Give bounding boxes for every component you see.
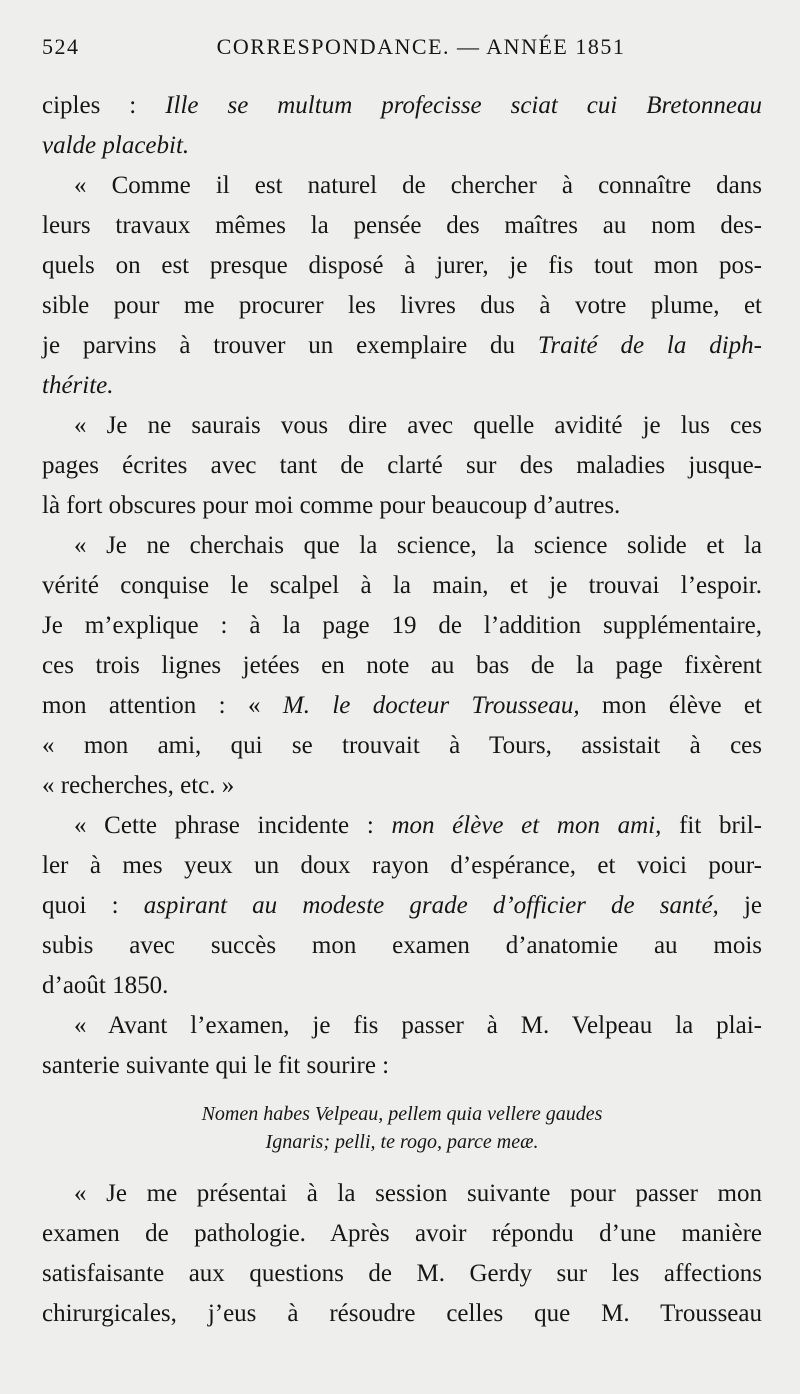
verse-line: Nomen habes Velpeau, pellem quia vellere gaudes [201, 1103, 603, 1125]
running-header [42, 34, 760, 68]
text-line [42, 686, 762, 726]
italic-segment: Ille se multum profecisse sciat cui Bretonneau [165, 92, 762, 119]
italic-segment: aspirant au modeste grade d’officier de santé, [143, 892, 719, 919]
text-segment: ces trois lignes jetées en note au bas de la page fixèrent [42, 652, 762, 679]
text-segment: d’août 1850. [42, 972, 169, 999]
body-text [42, 86, 762, 1334]
text-line [42, 1254, 762, 1294]
text-line [42, 166, 762, 206]
text-segment: ciples : [42, 92, 166, 119]
paragraph [42, 86, 762, 166]
text-line [42, 246, 762, 286]
italic-segment: M. le docteur Trousseau, [282, 692, 580, 719]
paragraph [42, 166, 762, 406]
text-segment: fit bril- [661, 812, 762, 839]
text-segment: « Cette phrase incidente : [74, 812, 392, 839]
text-segment: examen de pathologie. Après avoir répondu d’une manière [42, 1220, 762, 1247]
text-line [42, 1174, 762, 1214]
italic-segment: thérite. [42, 372, 114, 399]
text-line [42, 1294, 762, 1334]
text-segment: quels on est presque disposé à jurer, je fis tout mon pos- [42, 252, 762, 279]
paragraph [42, 1174, 762, 1334]
italic-segment: mon élève et mon ami, [391, 812, 662, 839]
text-segment: mon élève et [579, 692, 762, 719]
text-line [42, 486, 762, 526]
paragraph [42, 1006, 762, 1086]
text-line [42, 326, 762, 366]
italic-segment: valde placebit. [42, 132, 190, 159]
text-line [42, 926, 762, 966]
text-line [42, 526, 762, 566]
text-line [42, 886, 762, 926]
text-segment: santerie suivante qui le fit sourire : [42, 1052, 390, 1079]
text-line [42, 766, 762, 806]
text-segment: « mon ami, qui se trouvait à Tours, assistait à ces [42, 732, 762, 759]
text-segment: « Comme il est naturel de chercher à connaître dans [74, 172, 762, 199]
italic-segment: Traité de la diph- [537, 332, 762, 359]
text-segment: leurs travaux mêmes la pensée des maîtres au nom des- [42, 212, 762, 239]
text-line [42, 566, 762, 606]
text-line [42, 406, 762, 446]
text-line [42, 126, 762, 166]
text-segment: ler à mes yeux un doux rayon d’espérance, et voici pour- [42, 852, 762, 879]
text-line [42, 726, 762, 766]
text-segment: quoi : [42, 892, 144, 919]
text-line [42, 206, 762, 246]
text-segment: pages écrites avec tant de clarté sur des maladies jusque- [42, 452, 762, 479]
running-title: CORRESPONDANCE. — ANNÉE 1851 [216, 34, 626, 59]
verse-line: Ignaris; pelli, te rogo, parce meæ. [265, 1131, 539, 1153]
text-line [42, 846, 762, 886]
text-line [42, 86, 762, 126]
text-line [42, 1214, 762, 1254]
text-line [42, 1006, 762, 1046]
text-segment: « Avant l’examen, je fis passer à M. Velpeau la plai- [74, 1012, 762, 1039]
text-segment: « Je me présentai à la session suivante pour passer mon [74, 1180, 762, 1207]
text-line [42, 366, 762, 406]
text-segment: subis avec succès mon examen d’anatomie au mois [42, 932, 762, 959]
text-segment: vérité conquise le scalpel à la main, et je trouvai l’espoir. [42, 572, 762, 599]
text-segment: sible pour me procurer les livres dus à votre plume, et [42, 292, 762, 319]
paragraph [42, 806, 762, 1006]
text-line [42, 1046, 762, 1086]
text-segment: « Je ne saurais vous dire avec quelle avidité je lus ces [74, 412, 762, 439]
text-line [42, 646, 762, 686]
text-line [42, 966, 762, 1006]
text-segment: « Je ne cherchais que la science, la science solide et la [74, 532, 762, 559]
paragraph [42, 406, 762, 526]
text-line [42, 286, 762, 326]
page-number: 524 [42, 34, 80, 59]
text-line [42, 446, 762, 486]
text-line [42, 806, 762, 846]
text-segment: mon attention : « [42, 692, 283, 719]
text-segment: je [718, 892, 762, 919]
paragraph [42, 526, 762, 806]
text-segment: là fort obscures pour moi comme pour beaucoup d’autres. [42, 492, 621, 519]
text-segment: chirurgicales, j’eus à résoudre celles que M. Trousseau [42, 1300, 762, 1327]
text-line [42, 606, 762, 646]
text-segment: Je m’explique : à la page 19 de l’addition supplémentaire, [42, 612, 762, 639]
latin-verse [42, 1100, 762, 1156]
text-segment: « recherches, etc. » [42, 772, 235, 799]
text-segment: je parvins à trouver un exemplaire du [42, 332, 538, 359]
text-segment: satisfaisante aux questions de M. Gerdy sur les affections [42, 1260, 762, 1287]
